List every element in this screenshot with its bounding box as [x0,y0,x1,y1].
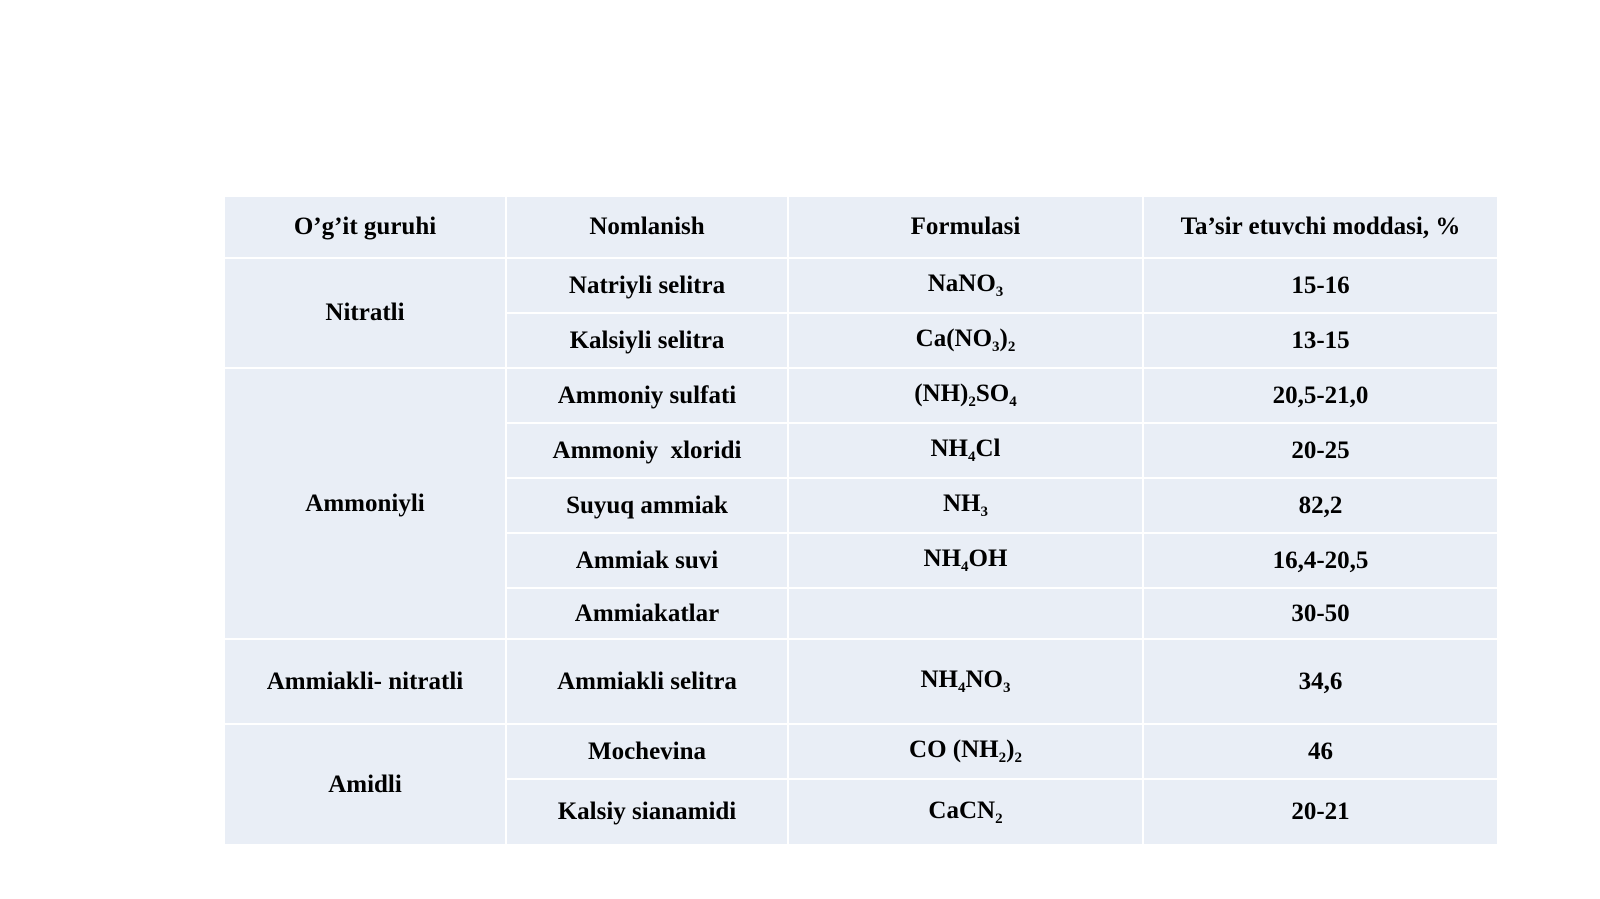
formula-text: CaCN [928,796,996,824]
formula-cell [788,779,1143,845]
formula-cell [788,533,1143,588]
name-cell: Ammoniy sulfati [506,368,788,423]
formula-cell [788,639,1143,724]
fertilizer-table [223,195,1499,846]
formula-text: Cl [975,435,1001,462]
formula-subscript: 2 [1014,750,1022,766]
formula-cell [788,258,1143,313]
name-cell: Ammoniy xloridi [506,423,788,478]
group-cell: Ammoniyli [224,368,506,639]
percent-cell: 82,2 [1143,478,1498,533]
formula-cell [788,478,1143,533]
name-cell: Kalsiyli selitra [506,313,788,368]
formula-text: NH [920,666,958,693]
formula-cell [788,724,1143,779]
formula-subscript: 2 [1007,339,1016,355]
formula-subscript: 3 [980,504,988,520]
formula-subscript: 3 [992,339,1000,355]
formula-text: NaNO [927,270,996,297]
percent-cell: 46 [1143,724,1498,779]
table-row [224,368,1498,423]
formula-text: Ca(NO [915,325,993,352]
percent-cell: 20,5-21,0 [1143,368,1498,423]
formula-text: NH [923,545,962,572]
formula-cell [788,313,1143,368]
formula-text: SO [975,380,1010,407]
table-header-row [224,196,1498,258]
percent-cell: 30-50 [1143,588,1498,639]
name-cell: Ammiakatlar [506,588,788,639]
group-cell: Amidli [224,724,506,845]
name-cell: Natriyli selitra [506,258,788,313]
percent-cell: 34,6 [1143,639,1498,724]
percent-cell: 13-15 [1143,313,1498,368]
formula-subscript: 4 [1009,394,1017,410]
formula-subscript: 3 [995,284,1004,300]
name-cell: Ammiak suvi [506,533,788,588]
formula-text: OH [968,545,1008,572]
formula-subscript: 3 [1003,680,1011,696]
formula-subscript: 2 [998,750,1007,766]
name-cell: Kalsiy sianamidi [506,779,788,845]
formula-cell [788,423,1143,478]
table-row [224,258,1498,313]
header-formula: Formulasi [788,196,1143,258]
name-cell: Ammiakli selitra [506,639,788,724]
formula-subscript: 2 [968,394,976,410]
group-cell: Nitratli [224,258,506,368]
formula-subscript: 4 [968,449,976,465]
table-row [224,724,1498,779]
percent-cell: 16,4-20,5 [1143,533,1498,588]
formula-subscript: 2 [995,810,1003,827]
header-name: Nomlanish [506,196,788,258]
formula-text: CO (NH [909,736,999,763]
name-cell: Mochevina [506,724,788,779]
formula-cell [788,588,1143,639]
formula-cell [788,368,1143,423]
percent-cell: 20-25 [1143,423,1498,478]
name-cell: Suyuq ammiak [506,478,788,533]
formula-text: NH [943,490,981,517]
table-row [224,639,1498,724]
formula-text: ) [999,325,1008,352]
formula-subscript: 4 [961,559,969,575]
formula-text: (NH) [914,380,969,407]
group-cell: Ammiakli- nitratli [224,639,506,724]
percent-cell: 20-21 [1143,779,1498,845]
header-percent: Ta’sir etuvchi moddasi, % [1143,196,1498,258]
formula-subscript: 4 [958,680,966,696]
percent-cell: 15-16 [1143,258,1498,313]
header-group: O’g’it guruhi [224,196,506,258]
formula-text: NO [965,666,1003,693]
formula-text: NH [930,435,968,462]
formula-text: ) [1006,736,1015,763]
